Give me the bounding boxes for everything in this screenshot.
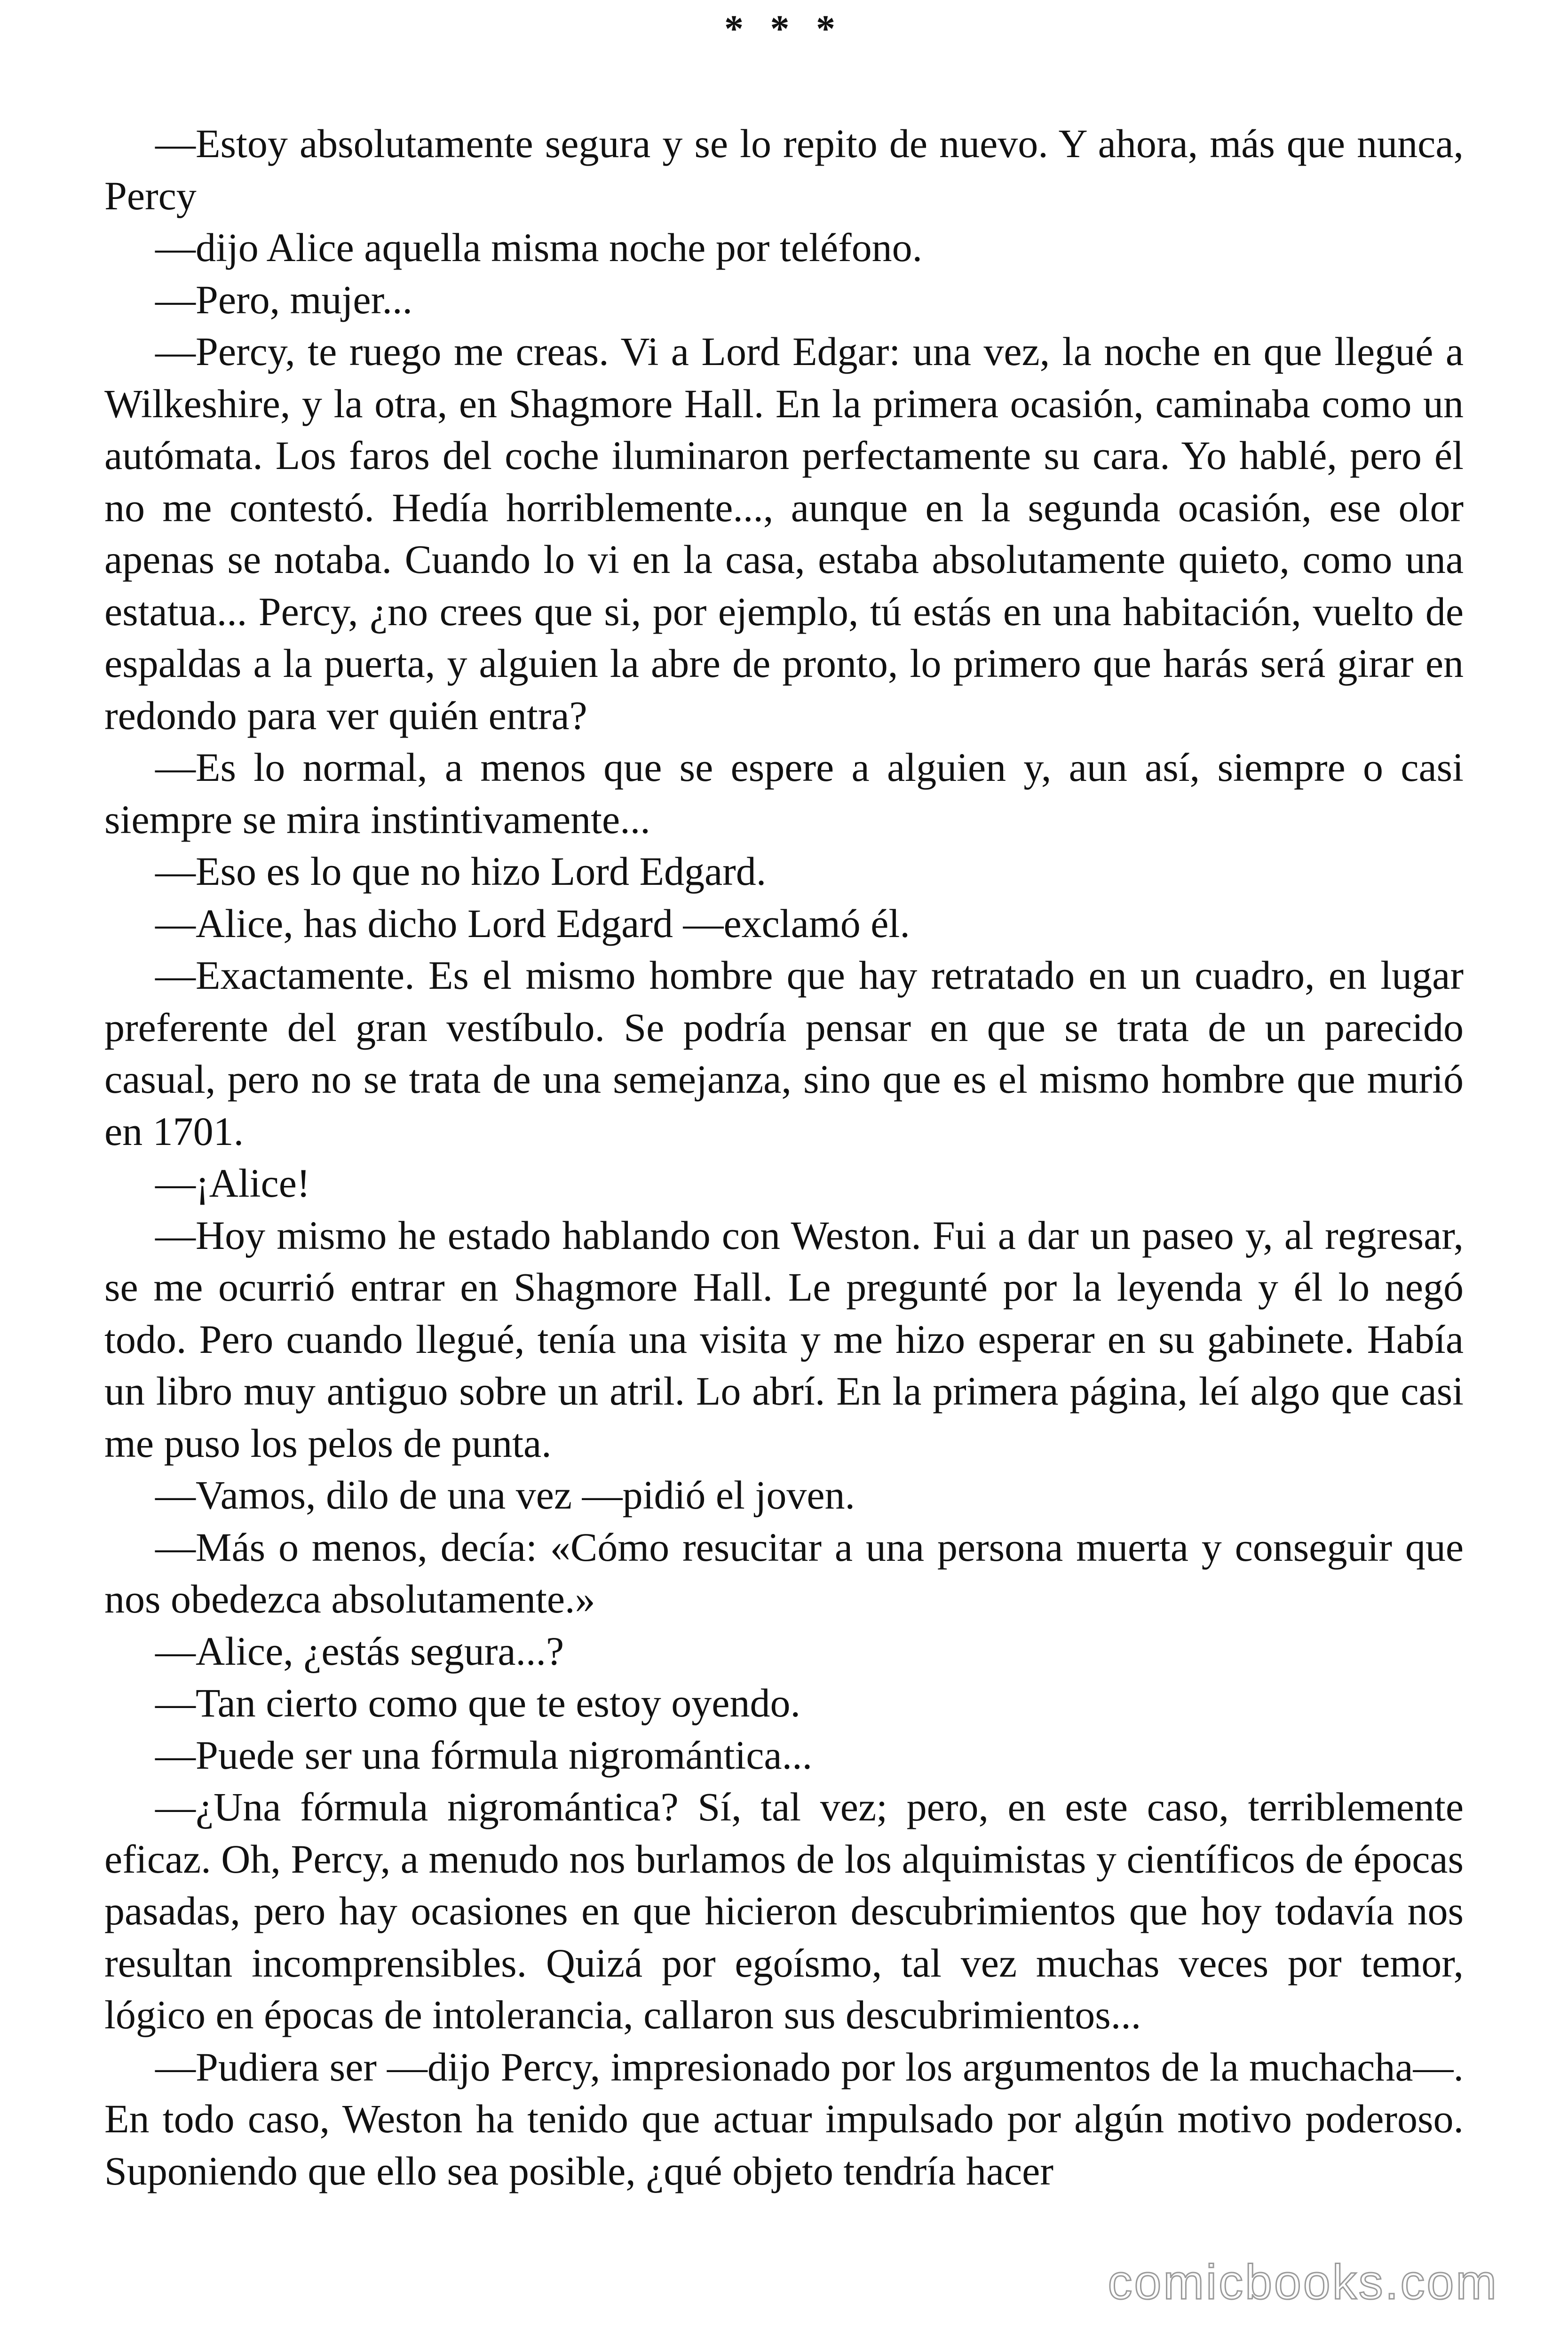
paragraph: —Alice, ¿estás segura...? [155, 1628, 564, 1674]
paragraph: —Exactamente. Es el mismo hombre que hay retratado en un cuadro, en lugar preferente del gran vestíbulo. Se podría pensar en que se trata de un parecido casual, pero no se trata de una semejanza, sino que es el mismo hombre que murió en 1701. [104, 953, 1464, 1154]
paragraph: —Alice, has dicho Lord Edgard —exclamó él. [155, 900, 910, 946]
paragraph: —¡Alice! [155, 1160, 310, 1206]
paragraph: —Percy, te ruego me creas. Vi a Lord Edgar: una vez, la noche en que llegué a Wilkeshire, y la otra, en Shagmore Hall. En la primera ocasión, caminaba como un autómata. Los faros del coche iluminaron perfectamente su cara. Yo hablé, pero él no me contestó. Hedía horriblemente..., aunque en la segunda ocasión, ese olor apenas se notaba. Cuando lo vi en la casa, estaba absolutamente quieto, como una estatua... Percy, ¿no crees que si, por ejemplo, tú estás en una habitación, vuelto de espaldas a la puerta, y alguien la abre de pronto, lo primero que harás será girar en redondo para ver quién entra? [104, 329, 1464, 738]
page-text [104, 118, 1464, 2197]
paragraph: —Estoy absolutamente segura y se lo repito de nuevo. Y ahora, más que nunca, Percy [104, 121, 1464, 218]
paragraph: —Vamos, dilo de una vez —pidió el joven. [155, 1472, 855, 1518]
section-separator: * * * [724, 7, 844, 50]
paragraph: —Pudiera ser —dijo Percy, impresionado por los argumentos de la muchacha—. En todo caso, Weston ha tenido que actuar impulsado por algún motivo poderoso. Suponiendo que ello sea posible, ¿qué objeto tendría hacer [104, 2044, 1464, 2193]
paragraph: —Eso es lo que no hizo Lord Edgard. [155, 849, 767, 894]
paragraph: —Más o menos, decía: «Cómo resucitar a una persona muerta y conseguir que nos obedezca absolutamente.» [104, 1524, 1464, 1621]
paragraph: —¿Una fórmula nigromántica? Sí, tal vez; pero, en este caso, terriblemente eficaz. Oh, Percy, a menudo nos burlamos de los alquimistas y científicos de épocas pasadas, pero hay ocasiones en que hicieron descubrimientos que hoy todavía nos resultan incomprensibles. Quizá por egoísmo, tal vez muchas veces por temor, lógico en épocas de intolerancia, callaron sus descubrimientos... [104, 1784, 1464, 2037]
paragraph: —Puede ser una fórmula nigromántica... [155, 1732, 813, 1778]
watermark: comicbooks.com [1108, 2255, 1498, 2310]
paragraph: —Tan cierto como que te estoy oyendo. [155, 1680, 800, 1725]
paragraph: —Pero, mujer... [155, 277, 412, 322]
paragraph: —dijo Alice aquella misma noche por teléfono. [155, 225, 923, 270]
paragraph: —Es lo normal, a menos que se espere a alguien y, aun así, siempre o casi siempre se mira instintivamente... [104, 745, 1464, 842]
paragraph: —Hoy mismo he estado hablando con Weston. Fui a dar un paseo y, al regresar, se me ocurrió entrar en Shagmore Hall. Le pregunté por la leyenda y él lo negó todo. Pero cuando llegué, tenía una visita y me hizo esperar en su gabinete. Había un libro muy antiguo sobre un atril. Lo abrí. En la primera página, leí algo que casi me puso los pelos de punta. [104, 1212, 1464, 1466]
